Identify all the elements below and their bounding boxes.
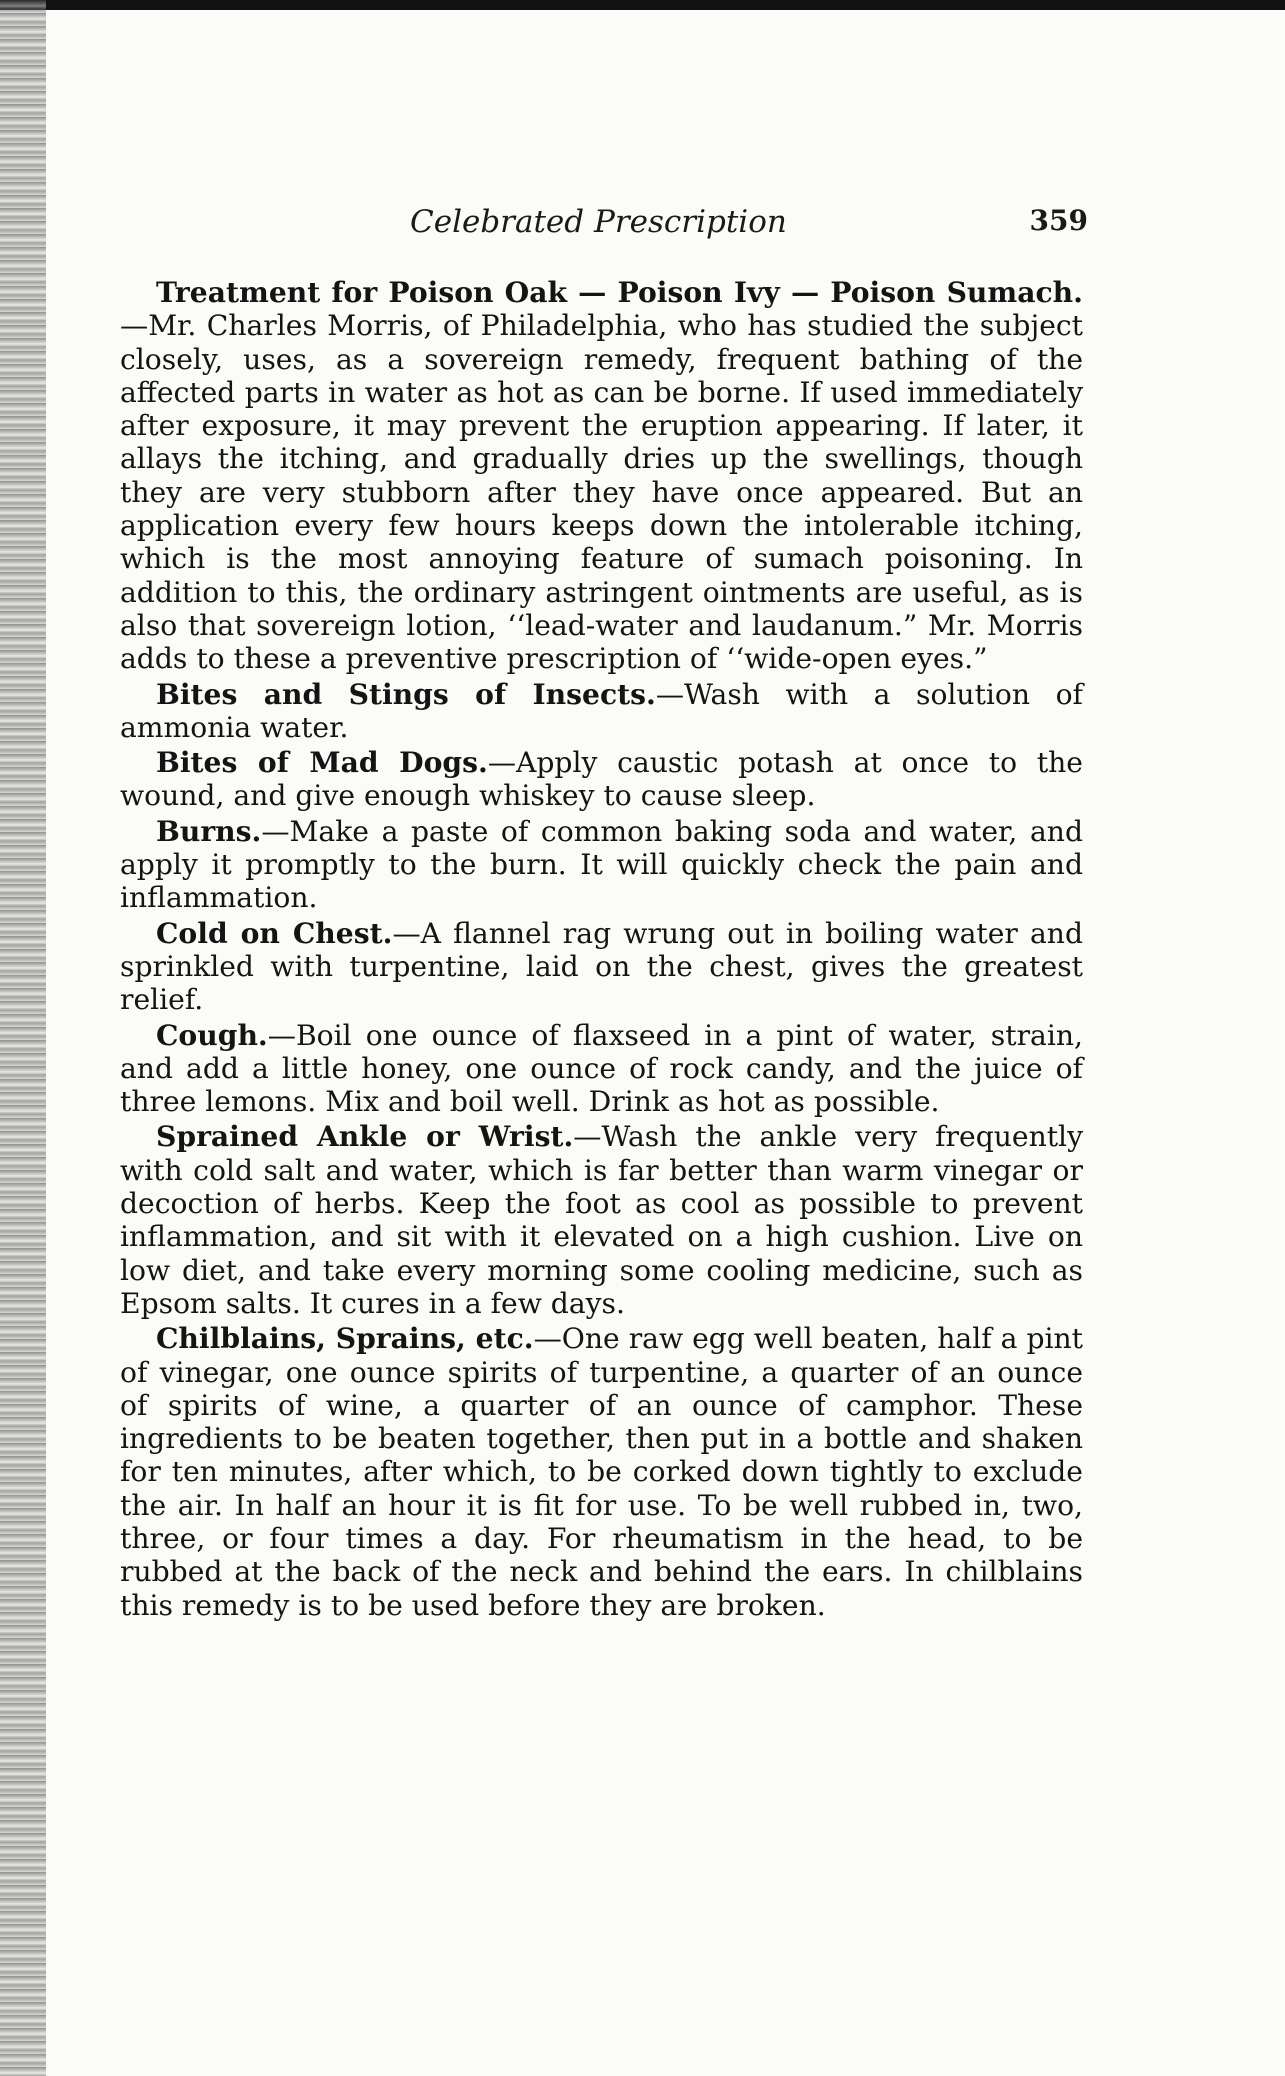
entry-title: Chilblains, Sprains, etc. bbox=[156, 1322, 534, 1356]
running-head bbox=[120, 198, 1088, 248]
page-binding-edge bbox=[0, 0, 46, 2076]
entry-mad-dog-bites bbox=[120, 746, 1083, 813]
page-number: 359 bbox=[1029, 204, 1088, 237]
text-block bbox=[120, 276, 1083, 1624]
entry-title: Cough. bbox=[156, 1018, 268, 1052]
entry-sprained-ankle bbox=[120, 1120, 1083, 1320]
entry-body: —Mr. Charles Morris, of Philadelphia, who has studied the subject closely, uses, as a sovereign remedy, frequent bathing of the affected parts in water as hot as can be borne. If used immediately after exposure, it may prevent the eruption appearing. If later, it allays the itching, and gradually dries up the swellings, though they are very stubborn after they have once appeared. But an application every few hours keeps down the intolerable itching, which is the most annoying feature of sumach poisoning. In addition to this, the ordinary astringent ointments are useful, as is also that sovereign lotion, ‘‘lead-water and laudanum.” Mr. Morris adds to these a preventive prescription of ‘‘wide-open eyes.” bbox=[120, 309, 1083, 676]
entry-body: —Apply caustic potash at once to the wound, and give enough whiskey to cause sleep. bbox=[120, 746, 1083, 813]
entry-body: —One raw egg well beaten, half a pint of vinegar, one ounce spirits of turpentine, a quarter of an ounce of spirits of wine, a quarter of an ounce of camphor. These ingredients to be beaten together, then put in a bottle and shaken for ten minutes, after which, to be corked down tightly to exclude the air. In half an hour it is fit for use. To be well rubbed in, two, three, or four times a day. For rheumatism in the head, to be rubbed at the back of the neck and behind the ears. In chilblains this remedy is to be used before they are broken. bbox=[120, 1322, 1083, 1622]
running-title: Celebrated Prescription bbox=[410, 204, 787, 240]
entry-title: Sprained Ankle or Wrist. bbox=[156, 1120, 574, 1154]
entry-insect-bites bbox=[120, 678, 1083, 745]
entry-chilblains bbox=[120, 1322, 1083, 1622]
entry-body: —A flannel rag wrung out in boiling water and sprinkled with turpentine, laid on the chest, gives the greatest relief. bbox=[120, 916, 1083, 1017]
entry-cold-on-chest bbox=[120, 917, 1083, 1017]
entry-title: Bites and Stings of Insects. bbox=[156, 677, 656, 711]
entry-burns bbox=[120, 815, 1083, 915]
entry-body: —Make a paste of common baking soda and water, and apply it promptly to the burn. It will quickly check the pain and inflammation. bbox=[120, 814, 1083, 915]
entry-title: Cold on Chest. bbox=[156, 916, 393, 950]
entry-cough bbox=[120, 1019, 1083, 1119]
entry-poison-oak bbox=[120, 276, 1083, 676]
entry-title: Burns. bbox=[156, 814, 262, 848]
entry-body: —Boil one ounce of flaxseed in a pint of water, strain, and add a little honey, one ounce of rock candy, and the juice of three lemons. Mix and boil well. Drink as hot as possible. bbox=[120, 1018, 1083, 1119]
entry-body: —Wash the ankle very frequently with cold salt and water, which is far better than warm vinegar or decoction of herbs. Keep the foot as cool as possible to prevent inflammation, and sit with it elevated on a high cushion. Live on low diet, and take every morning some cooling medicine, such as Epsom salts. It cures in a few days. bbox=[120, 1120, 1084, 1320]
entry-title: Treatment for Poison Oak — Poison Ivy — Poison Sumach. bbox=[156, 276, 1083, 309]
entry-title: Bites of Mad Dogs. bbox=[156, 746, 488, 780]
page-top-edge bbox=[0, 0, 1285, 10]
entry-body: —Wash with a solution of ammonia water. bbox=[120, 677, 1083, 744]
